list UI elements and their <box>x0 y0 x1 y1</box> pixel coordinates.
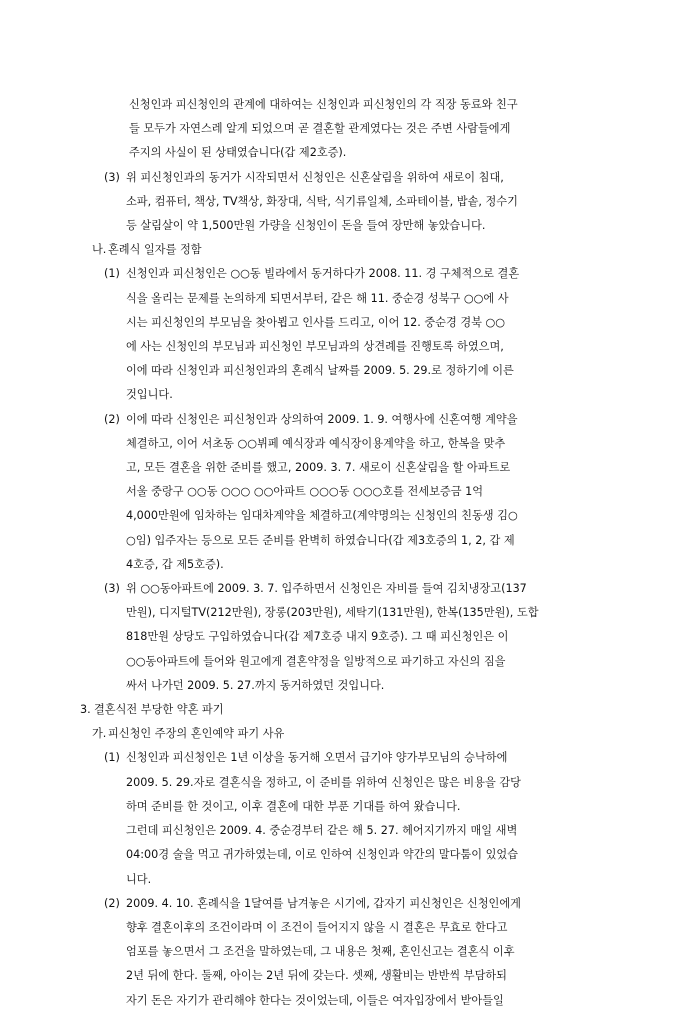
text-line: ○○동아파트에 들어와 원고에게 결혼약정을 일방적으로 파기하고 자신의 짐을 <box>126 654 506 668</box>
text-line: 2년 뒤에 한다. 둘째, 아이는 2년 뒤에 갖는다. 셋째, 생활비는 반반씩 부담하되 <box>126 969 507 983</box>
top-paragraph <box>80 93 620 166</box>
item-text <box>126 892 620 1013</box>
document-body <box>80 93 620 1013</box>
text-line: 818만원 상당도 구입하였습니다(갑 제7호증 내지 9호증). 그 때 피신청인은 이 <box>126 630 509 644</box>
item-number: (2) <box>104 896 120 910</box>
text-line: 신청인과 피신청인은 1년 이상을 동거해 오면서 급기야 양가부모님의 승낙하에 <box>126 751 508 765</box>
item-number: 가. <box>92 727 107 741</box>
item-text <box>94 698 620 722</box>
item-number: (1) <box>104 751 120 765</box>
text-line: ○임) 입주자는 등으로 모든 준비를 완벽히 하였습니다(갑 제3호증의 1, 2, 갑 제 <box>126 533 515 547</box>
text-line: 이에 따라 신청인은 피신청인과 상의하여 2009. 1. 9. 여행사에 신혼여행 계약을 <box>126 412 518 426</box>
text-line: 위 ○○동아파트에 2009. 3. 7. 입주하면서 신청인은 자비를 들여 김치냉장고(137 <box>126 582 527 596</box>
text-line: 시는 피신청인의 부모님을 찾아뵙고 인사를 드리고, 이어 12. 중순경 경북 ○○ <box>126 315 506 329</box>
text-line: 니다. <box>126 872 152 886</box>
text-line: 엄포를 놓으면서 그 조건을 말하였는데, 그 내용은 첫째, 혼인신고는 결혼식 이후 <box>126 945 515 959</box>
numbered-item <box>80 577 620 698</box>
item-number: (2) <box>104 412 120 426</box>
numbered-item <box>80 746 620 891</box>
item-text <box>126 408 620 577</box>
text-line: 2009. 5. 29.자로 결혼식을 정하고, 이 준비를 위하여 신청인은 많은 비용을 감당 <box>126 775 521 789</box>
item-text <box>126 577 620 698</box>
text-line: 들 모두가 자연스레 알게 되었으며 곧 결혼할 관계였다는 것은 주변 사람들에게 <box>129 122 511 136</box>
text-line: 것입니다. <box>126 388 173 402</box>
text-line: 4호증, 갑 제5호증). <box>126 557 224 571</box>
text-line: 위 피신청인과의 동거가 시작되면서 신청인은 신혼살림을 위하여 새로이 침대, <box>126 170 504 184</box>
item-number: 3. <box>80 703 91 717</box>
text-line: 등 살림살이 약 1,500만원 가량을 신청인이 돈을 들여 장만해 놓았습니다. <box>126 219 486 233</box>
sections <box>80 166 620 1013</box>
subsection-heading <box>80 722 620 746</box>
text-line: 만원), 디지털TV(212만원), 장롱(203만원), 세탁기(131만원), 한복(135만원), 도합 <box>126 606 539 620</box>
text-line: 하며 준비를 한 것이고, 이후 결혼에 대한 부푼 기대를 하여 왔습니다. <box>126 799 461 813</box>
text-line: 고, 모든 결혼을 위한 준비를 했고, 2009. 3. 7. 새로이 신혼살림을 할 아파트로 <box>126 461 511 475</box>
text-line: 체결하고, 이어 서초동 ○○뷔페 예식장과 예식장이용계약을 하고, 한복을 맞추 <box>126 436 506 450</box>
text-line: 이에 따라 신청인과 피신청인과의 혼례식 날짜를 2009. 5. 29.로 정하기에 이른 <box>126 364 514 378</box>
text-line: 피신청인 주장의 혼인예약 파기 사유 <box>108 727 285 741</box>
item-number: (1) <box>104 267 120 281</box>
numbered-item <box>80 408 620 577</box>
text-line: 에 사는 신청인의 부모님과 피신청인 부모님과의 상견례를 진행토록 하였으며, <box>126 340 504 354</box>
text-line: 향후 결혼이후의 조건이라며 이 조건이 들어지지 않을 시 결혼은 무효로 한다고 <box>126 920 508 934</box>
text-line: 소파, 컴퓨터, 책상, TV책상, 화장대, 식탁, 식기류일체, 소파테이블, 밥솥, 정수기 <box>126 194 518 208</box>
numbered-item <box>80 262 620 407</box>
item-text <box>108 722 620 746</box>
text-line: 그런데 피신청인은 2009. 4. 중순경부터 같은 해 5. 27. 헤어지기까지 매일 새벽 <box>126 824 518 838</box>
text-line: 서울 중랑구 ○○동 ○○○ ○○아파트 ○○○동 ○○○호를 전세보증금 1억 <box>126 485 483 499</box>
item-number: (3) <box>104 170 120 184</box>
text-line: 2009. 4. 10. 혼례식을 1달여를 남겨놓은 시기에, 갑자기 피신청인은 신청인에게 <box>126 896 521 910</box>
item-text <box>126 166 620 239</box>
item-text <box>126 746 620 891</box>
text-line: 주지의 사실이 된 상태였습니다(갑 제2호증). <box>129 146 347 160</box>
item-text <box>126 262 620 407</box>
item-number: (3) <box>104 582 120 596</box>
text-line: 싸서 나가던 2009. 5. 27.까지 동거하였던 것입니다. <box>126 678 385 692</box>
subsection-heading <box>80 238 620 262</box>
numbered-item <box>80 166 620 239</box>
text-line: 혼례식 일자를 정함 <box>108 243 202 257</box>
text-line: 04:00경 술을 먹고 귀가하였는데, 이로 인하여 신청인과 약간의 말다툼이 있었습 <box>126 848 519 862</box>
item-text <box>108 238 620 262</box>
text-line: 식을 올리는 문제를 논의하게 되면서부터, 같은 해 11. 중순경 성북구 ○○에 사 <box>126 291 509 305</box>
item-number: 나. <box>92 243 107 257</box>
numbered-item <box>80 892 620 1013</box>
text-line: 신청인과 피신청인은 ○○동 빌라에서 동거하다가 2008. 11. 경 구체적으로 결혼 <box>126 267 520 281</box>
text-line: 신청인과 피신청인의 관계에 대하여는 신청인과 피신청인의 각 직장 동료와 친구 <box>129 98 518 111</box>
text-line: 자기 돈은 자기가 관리해야 한다는 것이었는데, 이들은 여자입장에서 받아들일 <box>126 993 504 1007</box>
text-line: 결혼식전 부당한 약혼 파기 <box>94 703 224 717</box>
text-line: 4,000만원에 임차하는 임대차계약을 체결하고(계약명의는 신청인의 친동생 김○ <box>126 509 518 523</box>
section-heading <box>80 698 620 722</box>
